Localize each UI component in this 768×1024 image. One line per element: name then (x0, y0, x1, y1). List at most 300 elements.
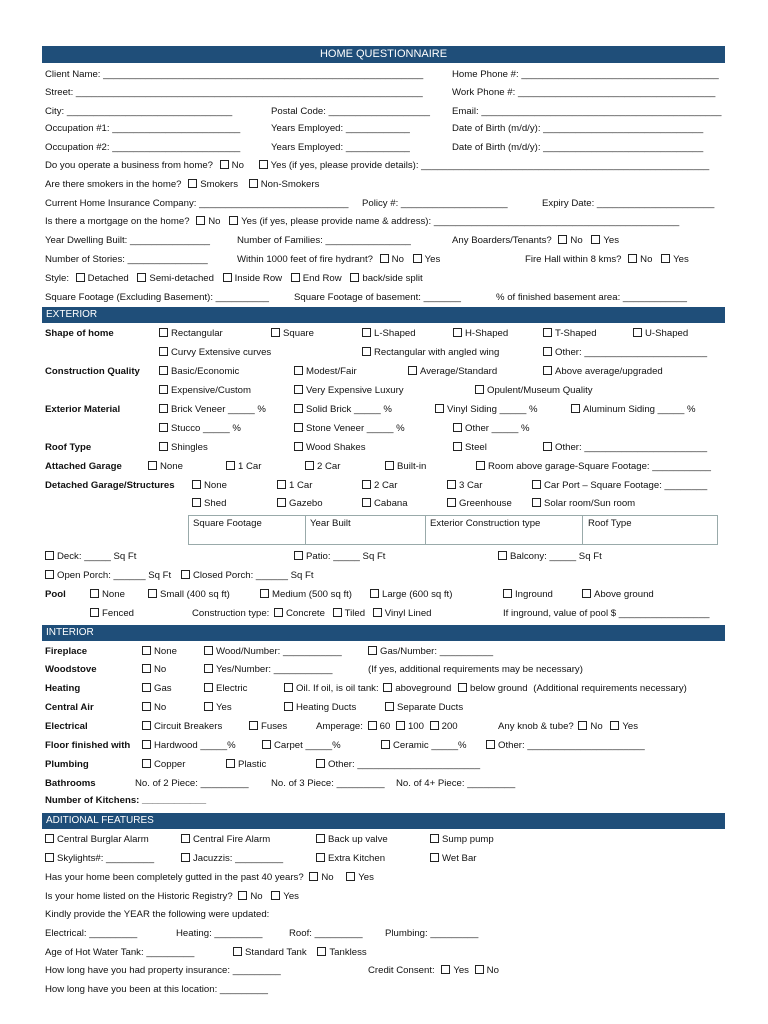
option-label: Gazebo (289, 498, 323, 509)
detached-option (362, 498, 408, 510)
boarders-no-checkbox[interactable] (558, 235, 567, 244)
insurance-company-field[interactable]: Current Home Insurance Company: ____________________________ (45, 198, 349, 209)
option-label: 1 Car (238, 461, 262, 472)
roof-steel-checkbox[interactable] (453, 442, 462, 451)
occupation-2-field[interactable]: Occupation #2: ________________________ (45, 142, 241, 153)
feature-option (316, 853, 385, 865)
smokers-checkbox[interactable] (188, 179, 197, 188)
detached-greenhouse-checkbox[interactable] (447, 498, 456, 507)
quality-basic-checkbox[interactable] (159, 366, 168, 375)
pool-concrete-checkbox[interactable] (274, 608, 283, 617)
roof-other-checkbox[interactable] (543, 442, 552, 451)
shape-square-checkbox[interactable] (271, 328, 280, 337)
fuses-checkbox[interactable] (249, 721, 258, 730)
shape-h-checkbox[interactable] (453, 328, 462, 337)
option-label: Small (400 sq ft) (160, 589, 230, 600)
knob-tube-row (498, 721, 638, 733)
option-label: Wet Bar (442, 853, 477, 864)
shape-t-checkbox[interactable] (543, 328, 552, 337)
historic-no-checkbox[interactable] (238, 891, 247, 900)
electrical-option (249, 721, 287, 733)
option-label: Large (600 sq ft) (382, 589, 453, 600)
deck-checkbox[interactable] (45, 551, 54, 560)
option-label: Extra Kitchen (328, 853, 386, 864)
detached-option (532, 480, 707, 492)
tank-below-ground-checkbox[interactable] (458, 683, 467, 692)
amperage-60-checkbox[interactable] (368, 721, 377, 730)
option-label: Modest/Fair (306, 366, 357, 377)
woodstove-no-checkbox[interactable] (142, 664, 151, 673)
kitchens-field[interactable]: Number of Kitchens: ____________ (45, 795, 207, 806)
quality-luxury-checkbox[interactable] (294, 385, 303, 394)
credit-yes-checkbox[interactable] (441, 965, 450, 974)
option-label: 200 (441, 721, 458, 732)
central-air-no-checkbox[interactable] (142, 702, 151, 711)
shape-u-checkbox[interactable] (633, 328, 642, 337)
patio-checkbox[interactable] (294, 551, 303, 560)
option-label: Gas (154, 683, 172, 694)
pool-large-checkbox[interactable] (370, 589, 379, 598)
circuit-breakers-checkbox[interactable] (142, 721, 151, 730)
basement-sqft-field[interactable]: Square Footage of basement: _______ (294, 292, 461, 303)
option-label: 100 (407, 721, 424, 732)
electrical-year-field[interactable]: Electrical: _________ (45, 928, 138, 939)
quality-option (159, 366, 239, 378)
material-stucco-checkbox[interactable] (159, 423, 168, 432)
option-label: Inground (515, 589, 553, 600)
square-footage-field[interactable]: Square Footage (Excluding Basement): __________ (45, 292, 270, 303)
separate-ducts-checkbox[interactable] (385, 702, 394, 711)
heating-ducts-checkbox[interactable] (284, 702, 293, 711)
plumbing-label: Plumbing (45, 759, 89, 770)
pool-value-field[interactable]: If inground, value of pool $ _________________ (503, 608, 710, 619)
historic-yes-checkbox[interactable] (271, 891, 280, 900)
extra-kitchen-checkbox[interactable] (316, 853, 325, 862)
quality-above-average-checkbox[interactable] (543, 366, 552, 375)
option-label: No (321, 872, 334, 883)
style-option: back/side split (362, 273, 423, 284)
pool-label: Pool (45, 589, 66, 600)
floor-hardwood-checkbox[interactable] (142, 740, 151, 749)
policy-field[interactable]: Policy #: ____________________ (362, 198, 508, 209)
central-air-yes-checkbox[interactable] (204, 702, 213, 711)
option-label: Balcony: _____ Sq Ft (510, 551, 602, 562)
style-row (45, 273, 423, 285)
garage-built-in-checkbox[interactable] (385, 461, 394, 470)
roof-option (543, 442, 707, 454)
business-yes-checkbox[interactable] (259, 160, 268, 169)
material-option (571, 404, 696, 416)
option-label: Above ground (594, 589, 654, 600)
table-header: Year Built (310, 518, 351, 529)
woodstove-yes-checkbox[interactable] (204, 664, 213, 673)
plumbing-copper-checkbox[interactable] (142, 759, 151, 768)
option-label: Separate Ducts (397, 702, 464, 713)
option-label: Built-in (397, 461, 427, 472)
option-label: Steel (465, 442, 487, 453)
shape-option (453, 328, 508, 340)
option-label: Shed (204, 498, 227, 509)
style-option: End Row (302, 273, 342, 284)
hydrant-question-label: Within 1000 feet of fire hydrant? (237, 254, 373, 265)
roof-shingles-checkbox[interactable] (159, 442, 168, 451)
floor-label: Floor finished with (45, 740, 131, 751)
shape-rectangular-checkbox[interactable] (159, 328, 168, 337)
feature-option (45, 834, 149, 846)
quality-option (294, 385, 404, 397)
heating-option (204, 683, 247, 695)
material-brick-veneer-checkbox[interactable] (159, 404, 168, 413)
shape-option (159, 347, 271, 359)
option-label: 3 Car (459, 480, 483, 491)
gutted-no-checkbox[interactable] (309, 872, 318, 881)
bath-2-piece-field[interactable]: No. of 2 Piece: _________ (135, 778, 249, 789)
style-end-row-checkbox[interactable] (291, 273, 300, 282)
pool-option (260, 589, 352, 601)
material-option (159, 404, 266, 416)
expiry-date-field[interactable]: Expiry Date: ______________________ (542, 198, 715, 209)
fenced-checkbox[interactable] (90, 608, 99, 617)
detached-option (362, 480, 397, 492)
feature-option (430, 834, 494, 846)
gutted-question-label: Has your home been completely gutted in the past 40 years? (45, 872, 304, 883)
option-label: Basic/Economic (171, 366, 240, 377)
occupation-1-field[interactable]: Occupation #1: ________________________ (45, 123, 241, 134)
closed-porch-checkbox[interactable] (181, 570, 190, 579)
business-question-label: Do you operate a business from home? (45, 160, 213, 171)
bath-4-piece-field[interactable]: No. of 4+ Piece: _________ (396, 778, 516, 789)
option-label: Fuses (261, 721, 288, 732)
gutted-yes-checkbox[interactable] (346, 872, 355, 881)
quality-modest-checkbox[interactable] (294, 366, 303, 375)
hot-water-tank-field[interactable]: Age of Hot Water Tank: _________ (45, 947, 195, 958)
street-field[interactable]: Street: _________________________________________________________________ (45, 87, 423, 98)
bath-3-piece-field[interactable]: No. of 3 Piece: _________ (271, 778, 385, 789)
non-smokers-label: Non-Smokers (260, 179, 320, 190)
firehall-no-checkbox[interactable] (628, 254, 637, 263)
work-phone-field[interactable]: Work Phone #: _____________________________________ (452, 87, 716, 98)
style-split-checkbox[interactable] (350, 273, 359, 282)
standard-tank-checkbox[interactable] (233, 947, 242, 956)
heating-gas-checkbox[interactable] (142, 683, 151, 692)
quality-opulent-checkbox[interactable] (475, 385, 484, 394)
fireplace-wood-checkbox[interactable] (204, 646, 213, 655)
pool-option (90, 589, 125, 601)
open-porch-checkbox[interactable] (45, 570, 54, 579)
mortgage-yes-label: Yes (if yes, please provide name & address): ______________________________________________ (241, 216, 680, 227)
option-label: Yes (622, 721, 639, 732)
option-label: Vinyl Siding _____ % (447, 404, 538, 415)
boarders-yes-label: Yes (603, 235, 619, 246)
city-field[interactable]: City: _______________________________ (45, 106, 233, 117)
option-label: Oil. If oil, is oil tank: (296, 683, 379, 694)
years-employed-1-field[interactable]: Years Employed: ____________ (271, 123, 410, 134)
firehall-yes-label: Yes (673, 254, 689, 265)
hydrant-no-label: No (391, 254, 404, 265)
garage-1car-checkbox[interactable] (226, 461, 235, 470)
detached-option (447, 480, 482, 492)
fenced-option (90, 608, 134, 620)
quality-option (159, 385, 251, 397)
detached-option (532, 498, 635, 510)
firehall-yes-checkbox[interactable] (661, 254, 670, 263)
pool-tiled-checkbox[interactable] (333, 608, 342, 617)
detached-2car-checkbox[interactable] (362, 480, 371, 489)
detached-solar-room-checkbox[interactable] (532, 498, 541, 507)
shape-option (362, 347, 499, 359)
balcony-checkbox[interactable] (498, 551, 507, 560)
material-other-checkbox[interactable] (453, 423, 462, 432)
heating-note: (Additional requirements necessary) (533, 683, 687, 694)
sump-pump-checkbox[interactable] (430, 834, 439, 843)
material-option (453, 423, 530, 435)
roof-year-field[interactable]: Roof: _________ (289, 928, 363, 939)
option-label: Hardwood _____% (154, 740, 236, 751)
floor-option (142, 740, 236, 752)
quality-expensive-checkbox[interactable] (159, 385, 168, 394)
business-question (45, 160, 709, 172)
floor-other-checkbox[interactable] (486, 740, 495, 749)
option-label: 1 Car (289, 480, 313, 491)
material-aluminum-siding-checkbox[interactable] (571, 404, 580, 413)
central-air-option (385, 702, 463, 714)
year-updated-label: Kindly provide the YEAR the following were updated: (45, 909, 270, 920)
woodstove-note: (If yes, additional requirements may be necessary) (368, 664, 583, 675)
woodstove-option (142, 664, 166, 676)
shape-other-checkbox[interactable] (543, 347, 552, 356)
pool-above-ground-checkbox[interactable] (582, 589, 591, 598)
material-label: Exterior Material (45, 404, 121, 415)
dob-2-field[interactable]: Date of Birth (m/d/y): ______________________________ (452, 142, 704, 153)
interior-section-header: INTERIOR (42, 625, 725, 641)
credit-consent-row (368, 965, 499, 977)
feature-option (181, 853, 283, 865)
location-duration-field[interactable]: How long have you been at this location: _________ (45, 984, 268, 995)
table-divider (425, 515, 426, 545)
option-label: None (102, 589, 125, 600)
option-label: Average/Standard (420, 366, 498, 377)
fireplace-gas-checkbox[interactable] (368, 646, 377, 655)
garage-2car-checkbox[interactable] (305, 461, 314, 470)
detached-none-checkbox[interactable] (192, 480, 201, 489)
year-built-field[interactable]: Year Dwelling Built: _______________ (45, 235, 210, 246)
material-option (159, 423, 241, 435)
option-label: Electric (216, 683, 248, 694)
hydrant-yes-label: Yes (424, 254, 441, 265)
home-phone-field[interactable]: Home Phone #: _____________________________________ (452, 69, 719, 80)
heating-year-field[interactable]: Heating: _________ (176, 928, 263, 939)
central-air-option (284, 702, 356, 714)
dob-1-field[interactable]: Date of Birth (m/d/y): ______________________________ (452, 123, 704, 134)
smokers-label: Smokers (200, 179, 239, 190)
knob-tube-no-checkbox[interactable] (578, 721, 587, 730)
option-label: Skylights#: _________ (57, 853, 155, 864)
option-label: Concrete (286, 608, 325, 619)
fireplace-label: Fireplace (45, 646, 88, 657)
garage-option (385, 461, 426, 473)
option-label: None (204, 480, 227, 491)
shape-l-checkbox[interactable] (362, 328, 371, 337)
tank-type-row (233, 947, 367, 959)
material-vinyl-siding-checkbox[interactable] (435, 404, 444, 413)
fire-alarm-checkbox[interactable] (181, 834, 190, 843)
pool-vinyl-checkbox[interactable] (373, 608, 382, 617)
woodstove-option (204, 664, 332, 676)
option-label: Patio: _____ Sq Ft (306, 551, 386, 562)
option-label: Vinyl Lined (384, 608, 432, 619)
floor-ceramic-checkbox[interactable] (381, 740, 390, 749)
detached-shed-checkbox[interactable] (192, 498, 201, 507)
feature-option (430, 853, 476, 865)
plumbing-other-checkbox[interactable] (316, 759, 325, 768)
attached-garage-label: Attached Garage (45, 461, 122, 472)
amperage-100-checkbox[interactable] (396, 721, 405, 730)
detached-cabana-checkbox[interactable] (362, 498, 371, 507)
style-detached-checkbox[interactable] (76, 273, 85, 282)
option-label: 60 (379, 721, 391, 732)
option-label: Central Burglar Alarm (57, 834, 149, 845)
deck-option (45, 551, 136, 563)
fireplace-none-checkbox[interactable] (142, 646, 151, 655)
material-solid-brick-checkbox[interactable] (294, 404, 303, 413)
option-label: Above average/upgraded (555, 366, 663, 377)
table-header: Roof Type (588, 518, 632, 529)
detached-carport-checkbox[interactable] (532, 480, 541, 489)
option-label: No (486, 965, 499, 976)
style-label: Style: (45, 273, 69, 284)
hydrant-yes-checkbox[interactable] (413, 254, 422, 263)
option-label: Stone Veneer _____ % (306, 423, 405, 434)
woodstove-label: Woodstove (45, 664, 97, 675)
central-air-option (204, 702, 232, 714)
boarders-yes-checkbox[interactable] (591, 235, 600, 244)
business-no-checkbox[interactable] (220, 160, 229, 169)
roof-wood-shakes-checkbox[interactable] (294, 442, 303, 451)
construction-type-label: Construction type: (192, 608, 270, 619)
mortgage-no-checkbox[interactable] (196, 216, 205, 225)
backup-valve-checkbox[interactable] (316, 834, 325, 843)
option-label: Yes (358, 872, 374, 883)
pool-medium-checkbox[interactable] (260, 589, 269, 598)
roof-option (159, 442, 208, 454)
credit-no-checkbox[interactable] (475, 965, 484, 974)
floor-carpet-checkbox[interactable] (262, 740, 271, 749)
option-label: below ground (470, 683, 528, 694)
families-field[interactable]: Number of Families: ________________ (237, 235, 411, 246)
finished-basement-field[interactable]: % of finished basement area: ____________ (496, 292, 687, 303)
shape-option (271, 328, 314, 340)
jacuzzis-checkbox[interactable] (181, 853, 190, 862)
detached-1car-checkbox[interactable] (277, 480, 286, 489)
table-divider (305, 515, 306, 545)
option-label: Medium (500 sq ft) (272, 589, 352, 600)
years-employed-2-field[interactable]: Years Employed: ____________ (271, 142, 410, 153)
plumbing-option (226, 759, 266, 771)
shape-curvy-checkbox[interactable] (159, 347, 168, 356)
floor-option (381, 740, 467, 752)
non-smokers-checkbox[interactable] (249, 179, 258, 188)
option-label: Heating Ducts (296, 702, 357, 713)
wet-bar-checkbox[interactable] (430, 853, 439, 862)
option-label: 2 Car (317, 461, 341, 472)
postal-code-field[interactable]: Postal Code: ___________________ (271, 106, 430, 117)
skylights-checkbox[interactable] (45, 853, 54, 862)
material-stone-veneer-checkbox[interactable] (294, 423, 303, 432)
roof-label: Roof Type (45, 442, 92, 453)
heating-oil-checkbox[interactable] (284, 683, 293, 692)
option-label: Yes (216, 702, 232, 713)
detached-gazebo-checkbox[interactable] (277, 498, 286, 507)
feature-option (45, 853, 154, 865)
tank-aboveground-checkbox[interactable] (383, 683, 392, 692)
pool-small-checkbox[interactable] (148, 589, 157, 598)
option-label: Car Port – Square Footage: ________ (544, 480, 708, 491)
heating-electric-checkbox[interactable] (204, 683, 213, 692)
detached-3car-checkbox[interactable] (447, 480, 456, 489)
client-name-field[interactable]: Client Name: ____________________________________________________________ (45, 69, 424, 80)
pool-construction-row (192, 608, 432, 620)
mortgage-question (45, 216, 679, 228)
quality-average-checkbox[interactable] (408, 366, 417, 375)
pool-inground-checkbox[interactable] (503, 589, 512, 598)
heating-option (142, 683, 172, 695)
tankless-checkbox[interactable] (317, 947, 326, 956)
plumbing-year-field[interactable]: Plumbing: _________ (385, 928, 479, 939)
shape-option (543, 347, 707, 359)
shape-option (159, 328, 223, 340)
style-inside-row-checkbox[interactable] (223, 273, 232, 282)
shape-angled-wing-checkbox[interactable] (362, 347, 371, 356)
option-label: Greenhouse (459, 498, 512, 509)
hydrant-no-checkbox[interactable] (380, 254, 389, 263)
amperage-200-checkbox[interactable] (430, 721, 439, 730)
garage-none-checkbox[interactable] (148, 461, 157, 470)
option-label: H-Shaped (465, 328, 509, 339)
option-label: Tankless (329, 947, 367, 958)
style-semi-detached-checkbox[interactable] (137, 273, 146, 282)
insurance-duration-field[interactable]: How long have you had property insurance: _________ (45, 965, 281, 976)
quality-label: Construction Quality (45, 366, 140, 377)
credit-consent-label: Credit Consent: (368, 965, 435, 976)
mortgage-no-label: No (208, 216, 221, 227)
fireplace-option (204, 646, 342, 658)
option-label: Fenced (102, 608, 134, 619)
option-label: Wood/Number: ___________ (216, 646, 342, 657)
balcony-option (498, 551, 602, 563)
garage-room-above-checkbox[interactable] (476, 461, 485, 470)
option-label: Yes (283, 891, 299, 902)
knob-tube-yes-checkbox[interactable] (610, 721, 619, 730)
shape-option (543, 328, 597, 340)
plumbing-plastic-checkbox[interactable] (226, 759, 235, 768)
option-label: No (154, 702, 167, 713)
table-header: Square Footage (193, 518, 262, 529)
roof-option (294, 442, 366, 454)
garage-option (476, 461, 711, 473)
quality-option (475, 385, 593, 397)
option-label: Sump pump (442, 834, 494, 845)
form-title: HOME QUESTIONNAIRE (42, 46, 725, 63)
historic-question (45, 891, 299, 903)
option-label: Solid Brick _____ % (306, 404, 392, 415)
fireplace-option (368, 646, 493, 658)
stories-field[interactable]: Number of Stories: _______________ (45, 254, 208, 265)
burglar-alarm-checkbox[interactable] (45, 834, 54, 843)
email-field[interactable]: Email: _____________________________________________ (452, 106, 722, 117)
mortgage-yes-checkbox[interactable] (229, 216, 238, 225)
pool-option (582, 589, 654, 601)
pool-none-checkbox[interactable] (90, 589, 99, 598)
